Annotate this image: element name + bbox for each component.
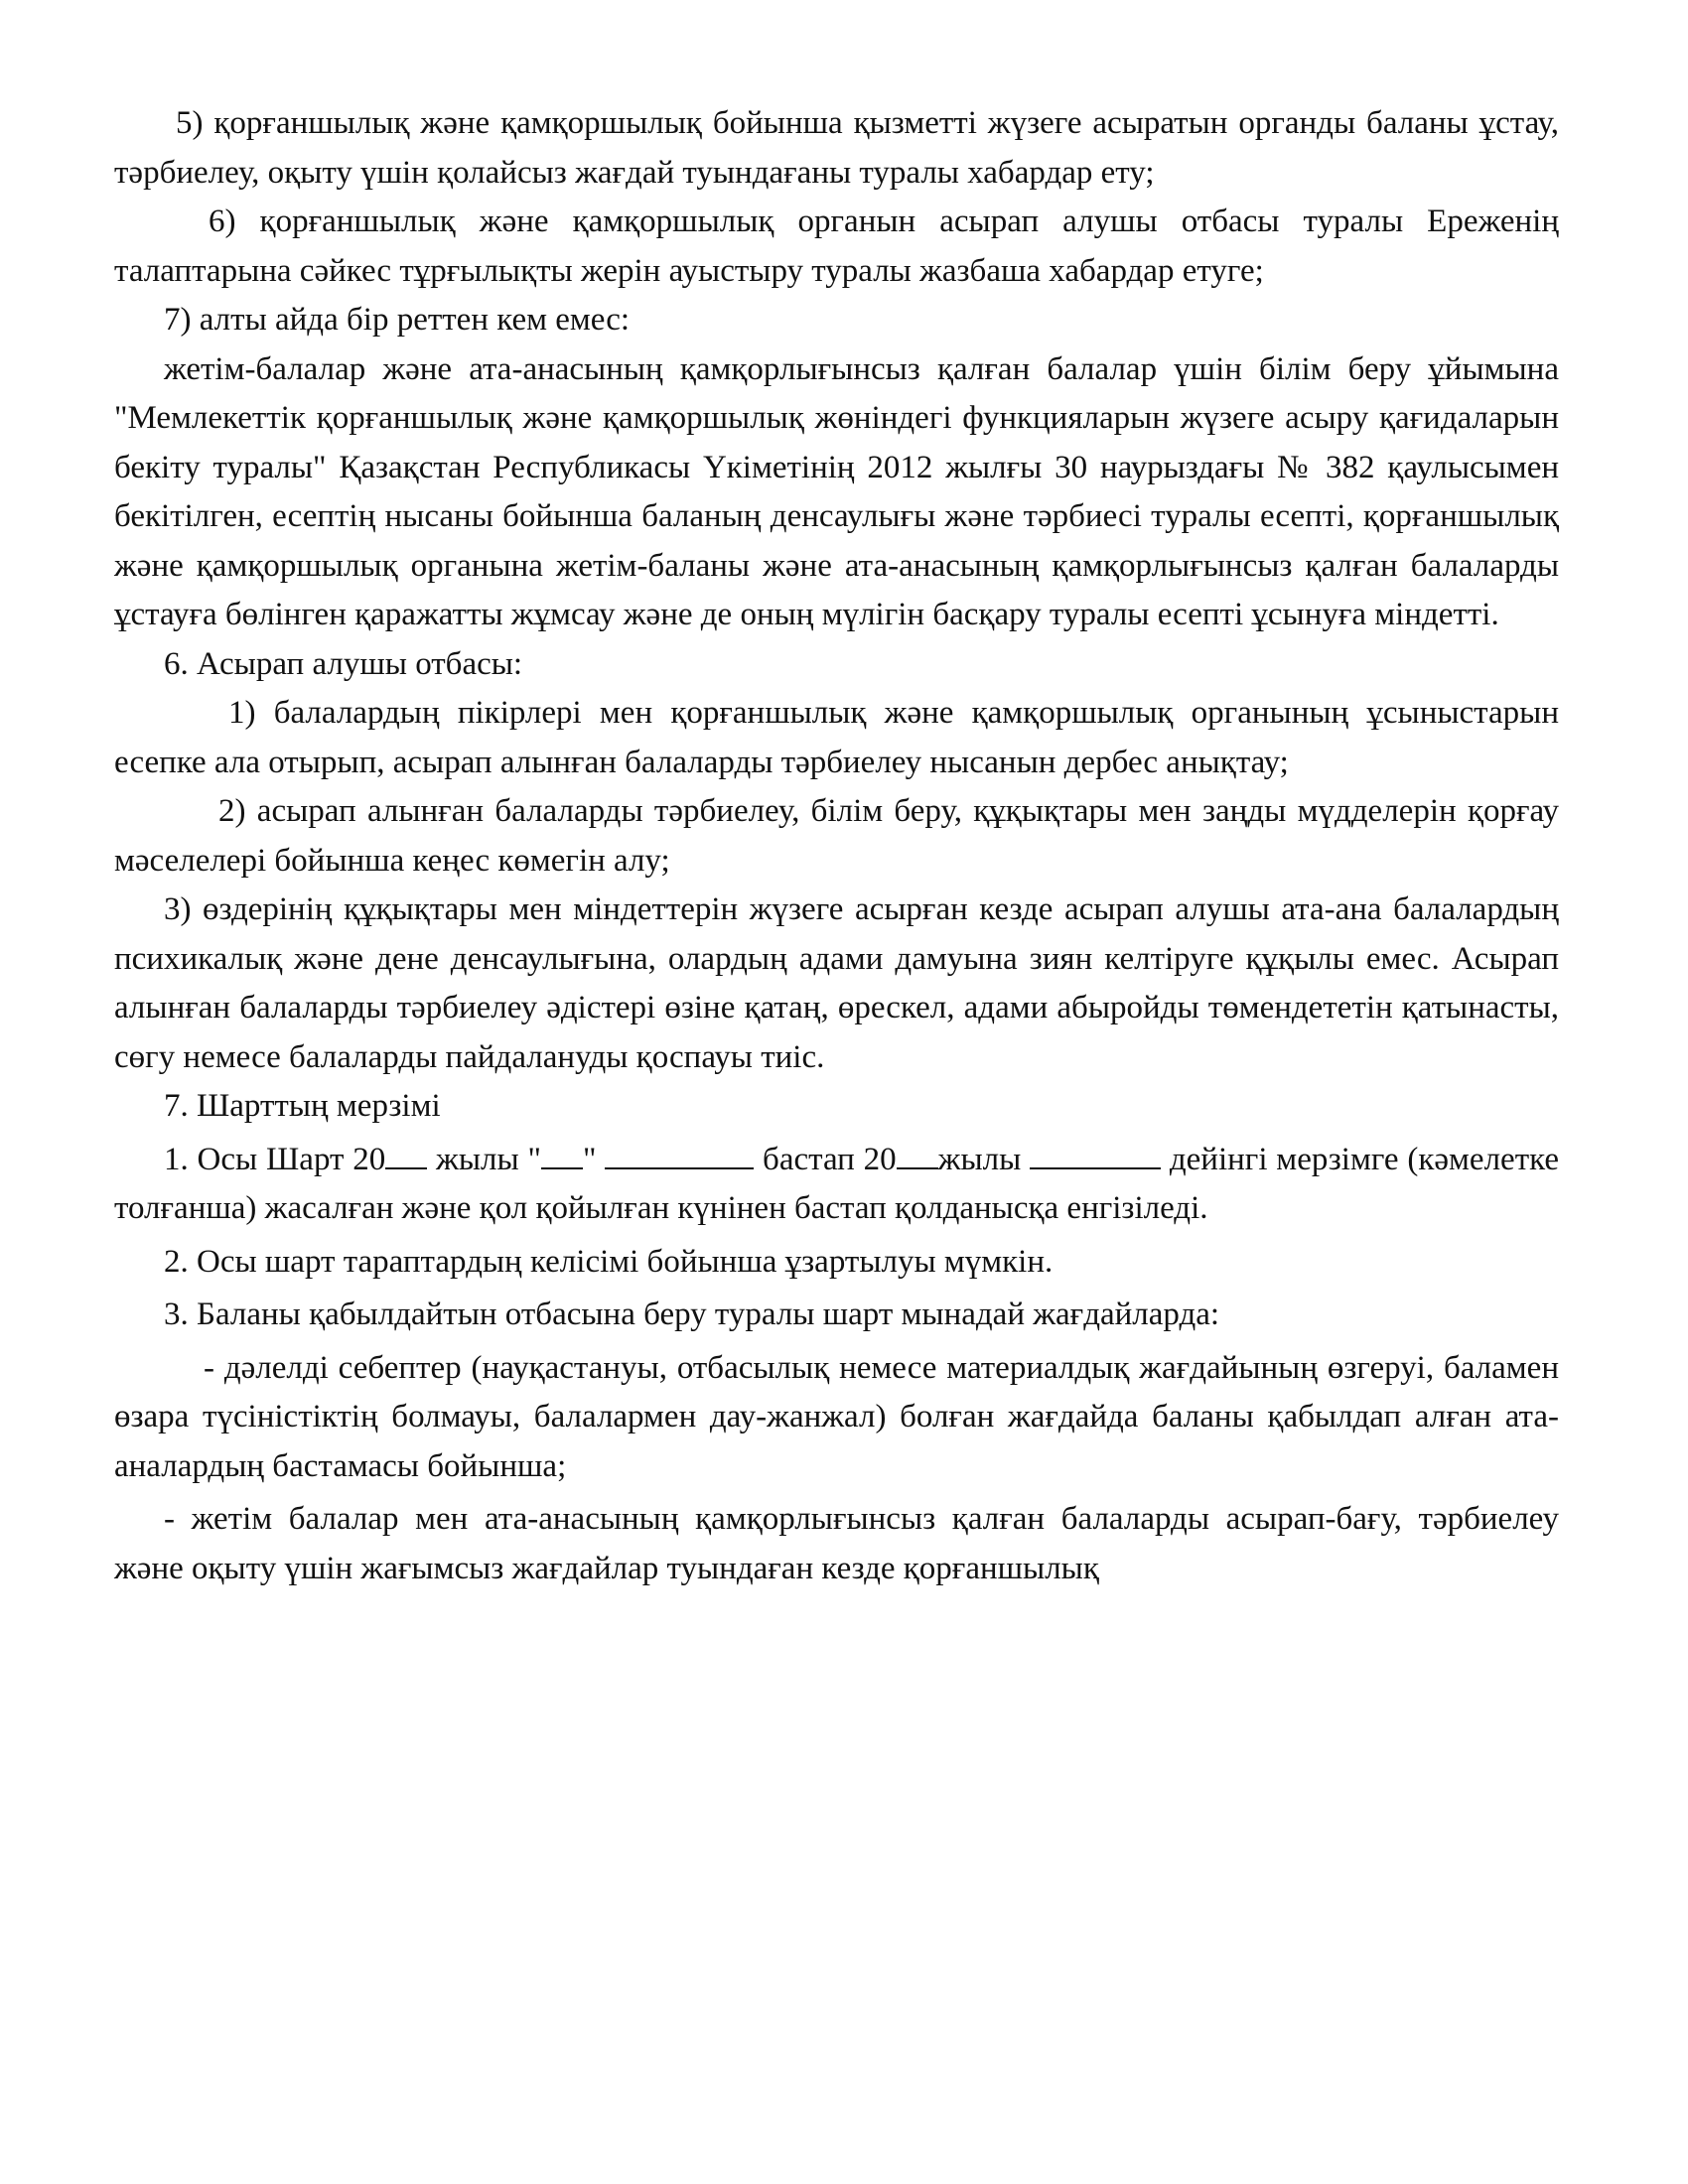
- paragraph-report-obligation: жетім-балалар және ата-анасының қамқорлығынсыз қалған балалар үшін білім беру ұйымына "Мемлекеттік қорғаншылық және қамқоршылық жөніндегі функцияларын жүзеге асыру қағидаларын бекіту туралы" Қазақстан Республикасы Үкіметінің 2012 жылғы 30 наурыздағы № 382 қаулысымен бекітілген, есептің нысаны бойынша баланың денсаулығы және тәрбиесі туралы есепті, қорғаншылық және қамқоршылық органына жетім-баланы және ата-анасының қамқорлығынсыз қалған балаларды ұстауға бөлінген қаражатты жұмсау және де оның мүлігін басқару туралы есепті ұсынуға міндетті.: [114, 350, 1559, 632]
- paragraph-foster-right-3: 3) өздерінің құқықтары мен міндеттерін жүзеге асырған кезде асырап алушы ата-ана балалардың психикалық және дене денсаулығына, олардың адами дамуына зиян келтіруге құқылы емес. Асырап алынған балаларды тәрбиелеу әдістері өзіне қатаң, өрескел, адами абыройды төмендететін қатынасты, сөгу немесе балаларды пайдалануды қоспауы тиіс.: [114, 891, 1559, 1075]
- section-heading-contract-term: 7. Шарттың мерзімі: [164, 1088, 441, 1124]
- contract-dates-text-5: жылы: [937, 1141, 1031, 1177]
- paragraph-foster-right-2: 2) асырап алынған балаларды тәрбиелеу, білім беру, құқықтары мен заңды мүдделерін қорғау мәселелері бойынша кеңес көмегін алу;: [114, 793, 1559, 879]
- blank-month-start: [605, 1140, 754, 1169]
- paragraph-foster-right-1: 1) балалардың пікірлері мен қорғаншылық және қамқоршылық органының ұсыныстарын есепке ала отырып, асырап алынған балаларды тәрбиелеу нысанын дербес анықтау;: [114, 695, 1559, 780]
- paragraph-contract-dates: [114, 1136, 1559, 1234]
- blank-year-start: [385, 1140, 427, 1169]
- paragraph-termination-intro: 3. Баланы қабылдайтын отбасына беру туралы шарт мынадай жағдайларда:: [164, 1297, 1220, 1332]
- paragraph-item-7-intro: 7) алты айда бір реттен кем емес:: [164, 302, 631, 338]
- contract-dates-text-6: дейінгі мерзімге (кәмелетке толғанша) жасалған және қол қойылған күнінен бастап қолданысқа енгізіледі.: [114, 1141, 1559, 1226]
- section-heading-foster-family: 6. Асырап алушы отбасы:: [164, 645, 523, 682]
- paragraph-item-5-notify: 5) қорғаншылық және қамқоршылық бойынша қызметті жүзеге асыратын органды баланы ұстау, тәрбиелеу, оқыту үшін қолайсыз жағдай туындағаны туралы хабардар ету;: [114, 105, 1559, 191]
- contract-dates-text-3: ": [582, 1141, 606, 1177]
- blank-date-end: [1030, 1140, 1161, 1169]
- blank-year-end: [897, 1140, 938, 1169]
- contract-dates-text-1: 1. Осы Шарт 20: [164, 1141, 386, 1177]
- contract-dates-text-4: бастап 20: [754, 1141, 897, 1177]
- contract-dates-text-2: жылы ": [427, 1141, 541, 1177]
- paragraph-termination-reason-1: - дәлелді себептер (науқастануы, отбасылық немесе материалдық жағдайының өзгеруі, баламен өзара түсіністіктің болмауы, балалармен дау-жанжал) болған жағдайда баланы қабылдап алған ата-аналардың бастамасы бойынша;: [114, 1349, 1559, 1484]
- paragraph-termination-reason-2: - жетім балалар мен ата-анасының қамқорлығынсыз қалған балаларды асырап-бағу, тәрбиелеу және оқыту үшін жағымсыз жағдайлар туындаған кезде қорғаншылық: [114, 1501, 1559, 1586]
- blank-day-start: [541, 1140, 583, 1169]
- paragraph-item-6-relocation: 6) қорғаншылық және қамқоршылық органын асырап алушы отбасы туралы Ереженің талаптарына сәйкес тұрғылықты жерін ауыстыру туралы жазбаша хабардар етуге;: [114, 204, 1559, 289]
- paragraph-contract-extension: 2. Осы шарт тараптардың келісімі бойынша ұзартылуы мүмкін.: [164, 1243, 1054, 1280]
